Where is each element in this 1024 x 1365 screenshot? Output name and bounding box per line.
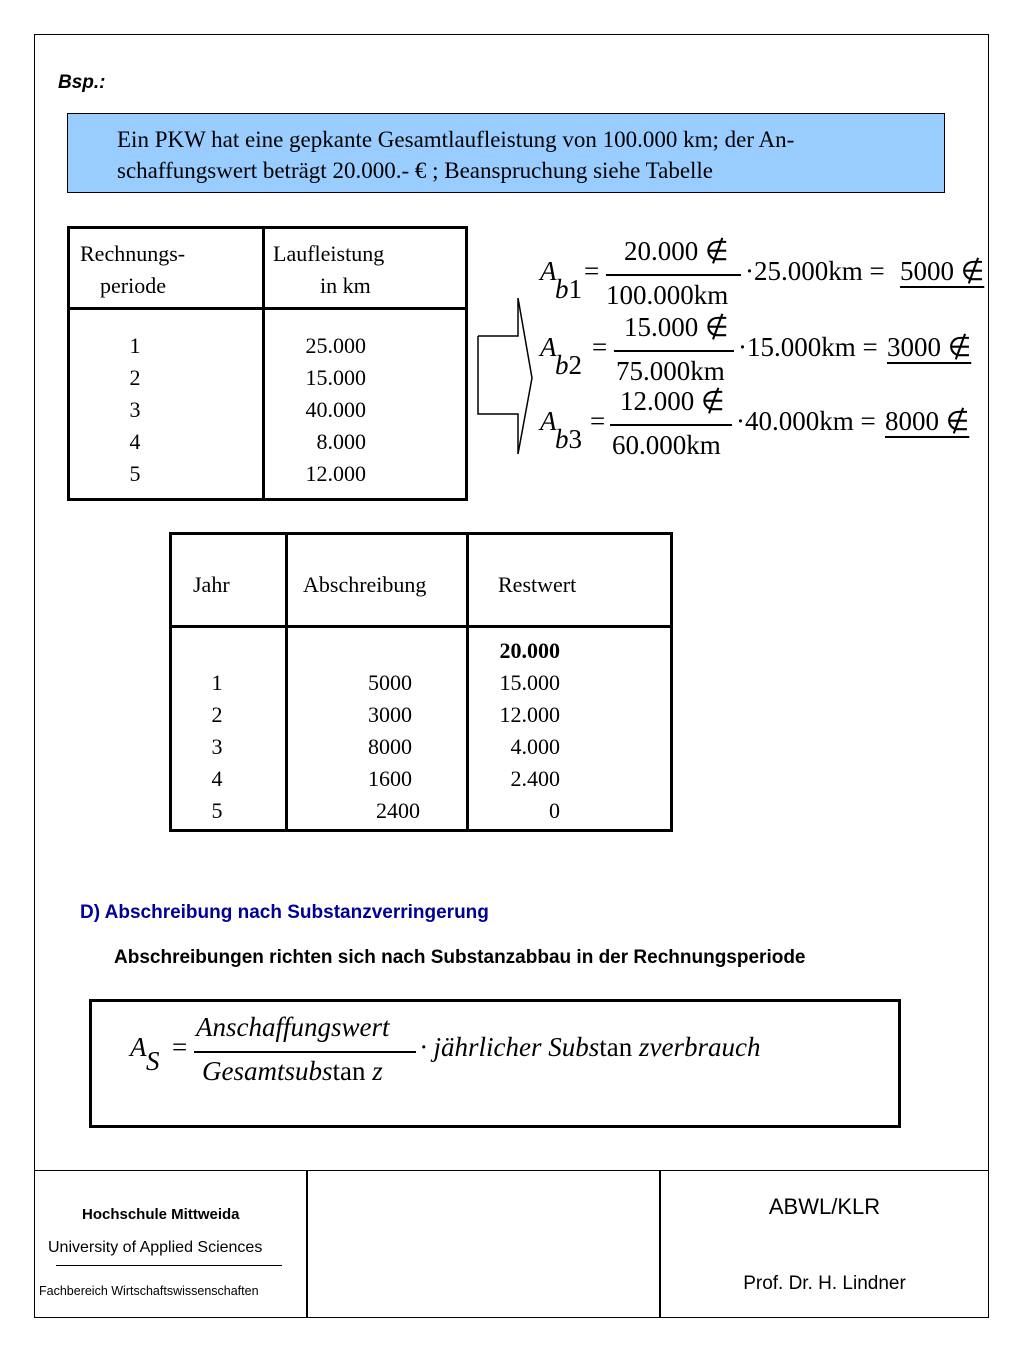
- formula-subscript: b2: [555, 350, 582, 380]
- table-cell: 3000: [368, 702, 412, 727]
- header-period-line1: Rechnungs-: [80, 241, 186, 266]
- table-cell: 8000: [368, 734, 412, 759]
- table-cell: 5: [211, 798, 223, 823]
- table-cell: 4: [129, 429, 141, 454]
- school-name: Hochschule Mittweida: [82, 1206, 240, 1223]
- table-cell: 2: [211, 702, 223, 727]
- formula-subscript: b1: [555, 274, 582, 304]
- header-km-line2: in km: [320, 273, 371, 298]
- intro-line-1: Ein PKW hat eine gepkante Gesamtlaufleistung von 100.000 km; der An-: [117, 127, 795, 152]
- formula-result: 5000 ∉: [900, 256, 985, 286]
- formula-multiplier: ·15.000km =: [738, 332, 878, 362]
- formula-multiplier: ·25.000km =: [745, 256, 885, 286]
- university-name: University of Applied Sciences: [48, 1239, 263, 1256]
- table-cell: 15.000: [499, 670, 560, 695]
- formula-multiplier: · jährlicher Substan zverbrauch: [420, 1032, 761, 1062]
- table-cell: 1600: [368, 766, 412, 791]
- formula-result: 3000 ∉: [887, 332, 972, 362]
- header-abschreibung: Abschreibung: [303, 572, 427, 597]
- table-cell: 25.000: [305, 333, 366, 358]
- fraction-bar: [614, 350, 734, 352]
- initial-restwert: 20.000: [499, 638, 560, 663]
- formula-denominator: 100.000km: [606, 280, 729, 310]
- depreciation-table: [169, 532, 673, 832]
- department-name: Fachbereich Wirtschaftswissenschaften: [39, 1284, 259, 1298]
- table-divider: [70, 307, 465, 310]
- formula-numerator: 20.000 ∉: [624, 236, 729, 266]
- formula-result: 8000 ∉: [885, 406, 970, 436]
- footer-divider: [306, 1171, 308, 1318]
- arrow-icon: [476, 290, 536, 460]
- formula-subscript: b3: [555, 424, 582, 454]
- formula-numerator: Anschaffungswert: [196, 1012, 390, 1042]
- header-km-line1: Laufleistung: [273, 241, 385, 266]
- header-jahr: Jahr: [193, 572, 230, 597]
- fraction-bar: [606, 274, 741, 276]
- intro-box: [67, 113, 945, 193]
- example-heading: Bsp.:: [58, 72, 106, 93]
- footer-underline: [56, 1265, 282, 1266]
- table-divider: [466, 535, 469, 829]
- fraction-bar: [610, 424, 732, 426]
- professor-name: Prof. Dr. H. Lindner: [743, 1273, 906, 1294]
- formula-denominator: 60.000km: [612, 430, 721, 460]
- header-restwert: Restwert: [498, 572, 577, 597]
- section-d-title: D) Abschreibung nach Substanzverringerung: [80, 902, 489, 923]
- mileage-table: [67, 226, 468, 501]
- table-cell: 1: [211, 670, 223, 695]
- table-cell: 40.000: [305, 397, 366, 422]
- footer: [34, 1170, 989, 1318]
- table-cell: 3: [211, 734, 223, 759]
- formula-denominator: Gesamtsubstan z: [202, 1056, 383, 1086]
- table-cell: 2.400: [510, 766, 560, 791]
- formula-subscript: S: [146, 1046, 160, 1076]
- table-cell: 4: [211, 766, 223, 791]
- substance-formula-box: A S = Anschaffungswert Gesamtsubstan z · jährlicher Substan zverbrauch: [89, 999, 901, 1128]
- table-cell: 0: [549, 798, 560, 823]
- formula-denominator: 75.000km: [616, 356, 725, 386]
- table-cell: 12.000: [499, 702, 560, 727]
- formula-numerator: 15.000 ∉: [624, 312, 729, 342]
- formula-numerator: 12.000 ∉: [620, 386, 725, 416]
- formula-multiplier: ·40.000km =: [736, 406, 876, 436]
- table-cell: 2: [129, 365, 141, 390]
- intro-line-2: schaffungswert beträgt 20.000.- € ; Beanspruchung siehe Tabelle: [117, 158, 714, 183]
- section-d-subtitle: Abschreibungen richten sich nach Substanzabbau in der Rechnungsperiode: [114, 947, 806, 968]
- table-cell: 3: [129, 397, 141, 422]
- table-cell: 5: [129, 461, 141, 486]
- table-cell: 5000: [368, 670, 412, 695]
- table-cell: 4.000: [510, 734, 560, 759]
- table-divider: [285, 535, 288, 829]
- table-cell: 15.000: [305, 365, 366, 390]
- table-divider: [172, 625, 670, 628]
- fraction-bar: [194, 1051, 416, 1053]
- table-cell: 1: [129, 333, 141, 358]
- header-period-line2: periode: [100, 273, 166, 298]
- table-cell: 2400: [376, 798, 420, 823]
- table-divider: [262, 229, 265, 498]
- table-cell: 8.000: [316, 429, 366, 454]
- course-title: ABWL/KLR: [768, 1194, 881, 1219]
- table-cell: 12.000: [305, 461, 366, 486]
